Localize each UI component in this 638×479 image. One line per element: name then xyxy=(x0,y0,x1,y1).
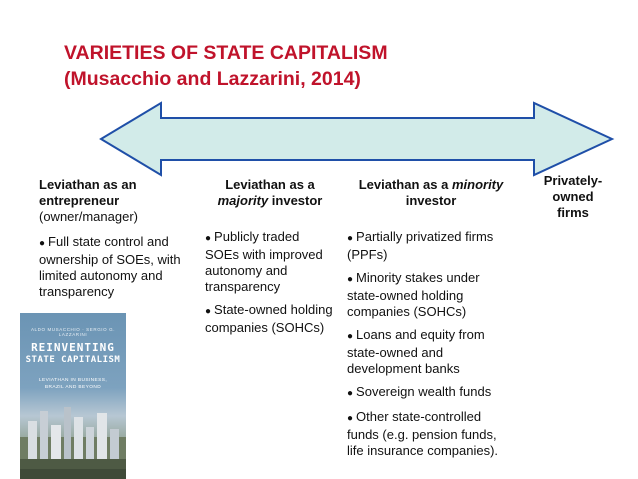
bullet-icon: ● xyxy=(205,233,212,244)
column-heading-line-3: firms xyxy=(557,205,589,220)
column-majority xyxy=(205,177,335,336)
bullet-icon: ● xyxy=(39,238,46,249)
column-heading-line-1: Leviathan as an xyxy=(39,177,137,192)
bullet-icon: ● xyxy=(347,331,354,342)
column-private xyxy=(536,173,610,221)
list-item: ● Other state-controlled funds (e.g. pension funds, life insurance companies). xyxy=(347,409,499,458)
bullet-icon: ● xyxy=(347,388,354,399)
list-item: ● Loans and equity from state-owned and development banks xyxy=(347,327,485,376)
list-item: ● Minority stakes under state-owned holding companies (SOHCs) xyxy=(347,270,480,319)
column-heading-line-2: investor xyxy=(405,193,457,208)
column-entrepreneur xyxy=(39,177,181,300)
list-item: ● State-owned holding companies (SOHCs) xyxy=(205,302,333,335)
bullet-icon: ● xyxy=(347,413,354,424)
column-subheading: (owner/manager) xyxy=(39,209,138,224)
column-heading-line-1: Leviathan as a xyxy=(225,177,315,192)
list-item: ● Full state control and ownership of SOEs, with limited autonomy and transparency xyxy=(39,234,181,299)
bullet-icon: ● xyxy=(205,306,212,317)
title-line-2: (Musacchio and Lazzarini, 2014) xyxy=(64,68,361,90)
bullet-icon: ● xyxy=(347,274,354,285)
book-cover-image xyxy=(20,313,126,479)
book-subtitle: LEVIATHAN IN BUSINESS, BRAZIL AND BEYOND xyxy=(38,378,108,390)
column-minority xyxy=(347,177,515,459)
list-item: ● Partially privatized firms (PPFs) xyxy=(347,229,494,262)
column-heading-line-2: majority investor xyxy=(217,193,323,208)
bullet-icon: ● xyxy=(347,233,354,244)
column-heading-line-1: Leviathan as a minority xyxy=(358,177,504,192)
title-line-1: VARIETIES OF STATE CAPITALISM xyxy=(64,42,388,64)
list-item: ● Publicly traded SOEs with improved autonomy and transparency xyxy=(205,229,323,294)
book-title: REINVENTING STATE CAPITALISM xyxy=(25,341,121,365)
column-heading-line-2: entrepreneur xyxy=(39,193,120,208)
column-heading-line-2: owned xyxy=(552,189,594,204)
list-item: ● Sovereign wealth funds xyxy=(347,384,492,399)
book-authors: ALDO MUSACCHIO · SERGIO G. LAZZARINI xyxy=(30,327,116,337)
column-heading-line-1: Privately- xyxy=(543,173,603,188)
city-skyline-image xyxy=(20,399,126,479)
